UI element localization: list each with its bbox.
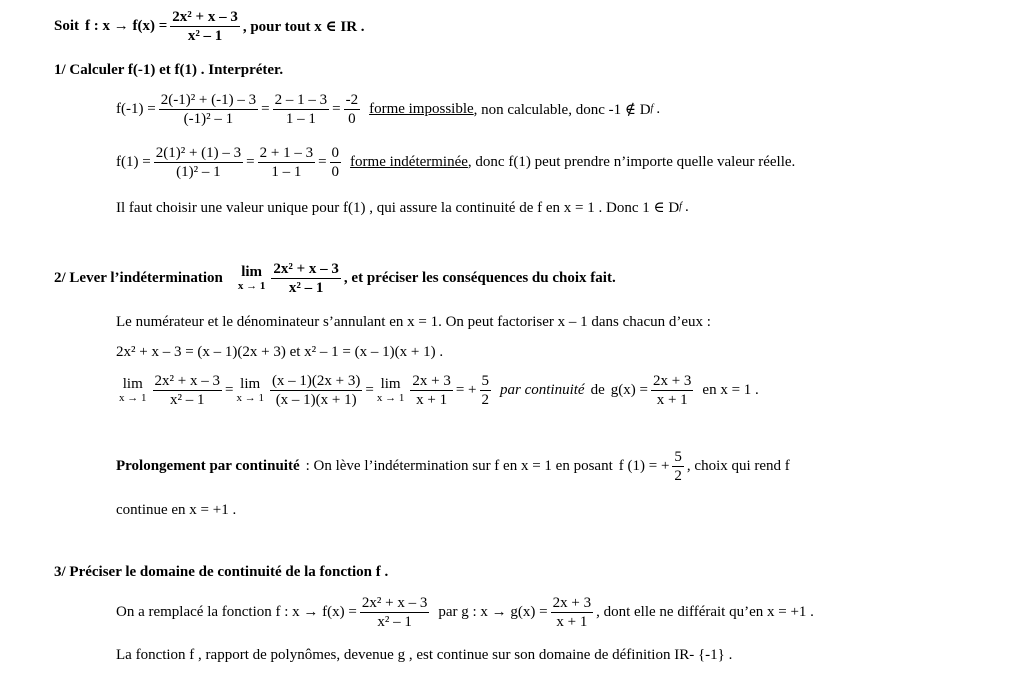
q2-prolong-frac-den: 2 [674,467,682,484]
q1-l1-end: . [656,100,661,117]
q1-l2-frac-3 [330,145,342,180]
q1-l2-frac-2-den: 1 – 1 [271,163,302,180]
q3-p1-b: par g : x → g(x) = [438,603,548,620]
q1-l2-frac-2-num: 2 + 1 – 3 [259,144,314,161]
q2-calc-g-num: 2x + 3 [652,372,692,389]
q2-calc-eq-2: = [365,381,374,398]
q1-l2-frac-1-num: 2(1)² + (1) – 3 [155,144,242,161]
q1-l1-frac-1 [159,92,258,127]
q1-title-text: 1/ Calculer f(-1) et f(1) . Interpréter. [54,61,284,78]
q2-prolong-next-text: continue en x = +1 . [116,501,237,518]
q2-calc-lim-3-word: lim [380,376,401,392]
q3-title [54,562,388,582]
q3-p1-c: , dont elle ne différait qu’en x = +1 . [596,603,814,620]
q2-calc-result [480,373,492,408]
q1-l1-eq-2: = [332,100,341,117]
header-numerator: 2x² + x – 3 [172,8,238,25]
q2-calc-lim-2 [236,376,264,404]
header-line [54,8,365,44]
q2-prolong-bold: Prolongement par continuité [116,457,300,474]
q2-prolong-frac [672,449,684,484]
q1-l2-frac-3-den: 0 [331,163,340,180]
q1-line-3: Il faut choisir une valeur unique pour f(1) , qui assure la continuité de f en x = 1 . Donc 1 ∈ D f . [116,198,689,216]
q2-calc-frac-c-den: x + 1 [416,391,448,408]
q2-calc-frac-a [153,373,222,408]
q2-title-num: 2x² + x – 3 [273,260,339,277]
q1-line-2 [116,143,795,181]
q3-p1-a: On a remplacé la fonction f : x → f(x) = [116,603,357,620]
q2-calc-lim-3-sub: x → 1 [376,392,405,404]
q2-calc-end: en x = 1 . [702,381,759,398]
header-denominator: x² – 1 [187,27,223,44]
q3-title-text: 3/ Préciser le domaine de continuité de la fonction f . [54,563,389,580]
q3-p1 [116,592,814,632]
q2-calc-lim-1-word: lim [122,376,143,392]
q3-p2-text: La fonction f , rapport de polynômes, devenue g , est continue sur son domaine de définition IR- {-1} . [116,646,733,663]
q1-l2-eq-2: = [318,153,327,170]
q1-l2-eq-1: = [246,153,255,170]
q2-calc-lim-1-sub: x → 1 [119,392,147,404]
q2-calc-lim-2-sub: x → 1 [236,392,264,404]
q2-calc-frac-a-num: 2x² + x – 3 [154,372,220,389]
q2-p2-text: 2x² + x – 3 = (x – 1)(2x + 3) et x² – 1 = (x – 1)(x + 1) . [116,343,444,360]
q3-p1-f-den: x² – 1 [377,613,412,630]
q3-p1-f-frac [360,595,429,630]
q1-l2-frac-1-den: (1)² – 1 [176,163,221,180]
q1-l3-end: . [684,198,689,215]
q2-calc-frac-b-num: (x – 1)(2x + 3) [271,372,361,389]
q2-p1-text: Le numérateur et le dénominateur s’annulant en x = 1. On peut factoriser x – 1 dans chacun d’eux : [116,313,711,330]
q1-l1-underlined: forme impossible [369,100,474,117]
q2-p1 [116,312,711,332]
q3-p1-g-den: x + 1 [556,613,588,630]
q2-calc-g-frac [651,373,693,408]
q1-l3-text: Il faut choisir une valeur unique pour f(1) , qui assure la continuité de f en x = 1 . Donc 1 ∈ D [116,199,680,216]
q2-calc-lim-3 [377,376,405,404]
q3-p1-g-frac [551,595,593,630]
q2-calc-eq-1: = [224,381,234,398]
q2-calc-frac-b-den: (x – 1)(x + 1) [275,391,357,408]
q1-l2-rest: , donc f(1) peut prendre n’importe quelle valeur réelle. [467,153,796,170]
q1-l1-frac-1-den: (-1)² – 1 [183,110,234,127]
q2-calc-continuity: par continuité [500,381,585,398]
q3-p2 [116,645,732,665]
header-soit: Soit [54,17,80,34]
q2-calc-lim-1 [119,376,147,404]
q1-title [54,60,283,80]
q1-l1-frac-2-num: 2 – 1 – 3 [274,91,328,108]
q2-calc-de: de [590,381,605,398]
q2-p2 [116,342,443,362]
header-func-def: f : x → f(x) = [85,17,168,34]
q1-l1-frac-3-num: -2 [345,91,359,108]
q1-l2-frac-3-num: 0 [331,144,340,161]
q2-prolong-tail: , choix qui rend f [686,457,790,474]
q2-calc [116,370,759,410]
q2-title [54,258,616,298]
q1-l1-frac-3-den: 0 [348,110,356,127]
q2-calc-frac-c [410,373,452,408]
q2-title-den: x² – 1 [288,279,324,296]
q1-l2-underlined: forme indéterminée [350,153,468,170]
q1-l1-frac-3 [344,92,361,127]
q2-prolong-text: : On lève l’indétermination sur f en x = 1 en posant [305,457,613,474]
q1-l1-lhs: f(-1) = [116,100,156,117]
q1-line-1: f(-1) = $\frac{\text{2(-1)² + (-1) – 3}}{\text{(-1)² – 1}}$ = $\frac{2 - 1 - 3}{1 - 1}$ = $\frac{-2}{0}$ forme impossible , non calculable, donc -1 ∉ D f . [116,91,661,127]
q2-title-lim-word: lim [241,264,263,280]
q2-calc-result-den: 2 [481,391,489,408]
q1-l2-frac-1 [154,145,243,180]
q2-calc-result-num: 5 [481,372,489,389]
q2-title-a: 2/ Lever l’indétermination [54,269,223,286]
header-fraction [170,9,240,44]
q2-calc-frac-a-den: x² – 1 [169,391,205,408]
q2-calc-frac-b [270,373,362,408]
q1-l2-frac-2 [258,145,315,180]
q2-title-limit [238,264,266,292]
q2-calc-frac-c-num: 2x + 3 [412,372,451,389]
q2-calc-lim-2-word: lim [240,376,261,392]
q2-prolong-frac-num: 5 [674,448,682,465]
q1-l2-lhs: f(1) = [116,153,151,170]
q1-l1-frac-1-num: 2(-1)² + (-1) – 3 [160,91,257,108]
q2-calc-g-den: x + 1 [656,391,688,408]
q2-calc-eq-plus: = + [455,381,477,398]
q1-l1-frac-2-den: 1 – 1 [285,110,316,127]
q2-title-b: , et préciser les conséquences du choix fait. [343,269,616,286]
q1-l1-rest: , non calculable, donc -1 ∉ D [473,101,651,118]
q2-prolong-pose: f (1) = + [618,457,670,474]
q3-p1-g-num: 2x + 3 [552,594,592,611]
q1-l1-frac-2 [273,92,330,127]
q3-p1-f-num: 2x² + x – 3 [361,594,428,611]
q2-prolong-next [116,500,236,520]
q2-title-fraction [271,261,341,296]
q2-title-lim-sub: x → 1 [237,280,266,292]
q1-l1-eq-1: = [261,100,270,117]
header-tail: , pour tout x ∈ IR . [242,18,365,35]
q2-prolong [116,446,790,486]
q2-calc-g-lhs: g(x) = [610,381,648,398]
